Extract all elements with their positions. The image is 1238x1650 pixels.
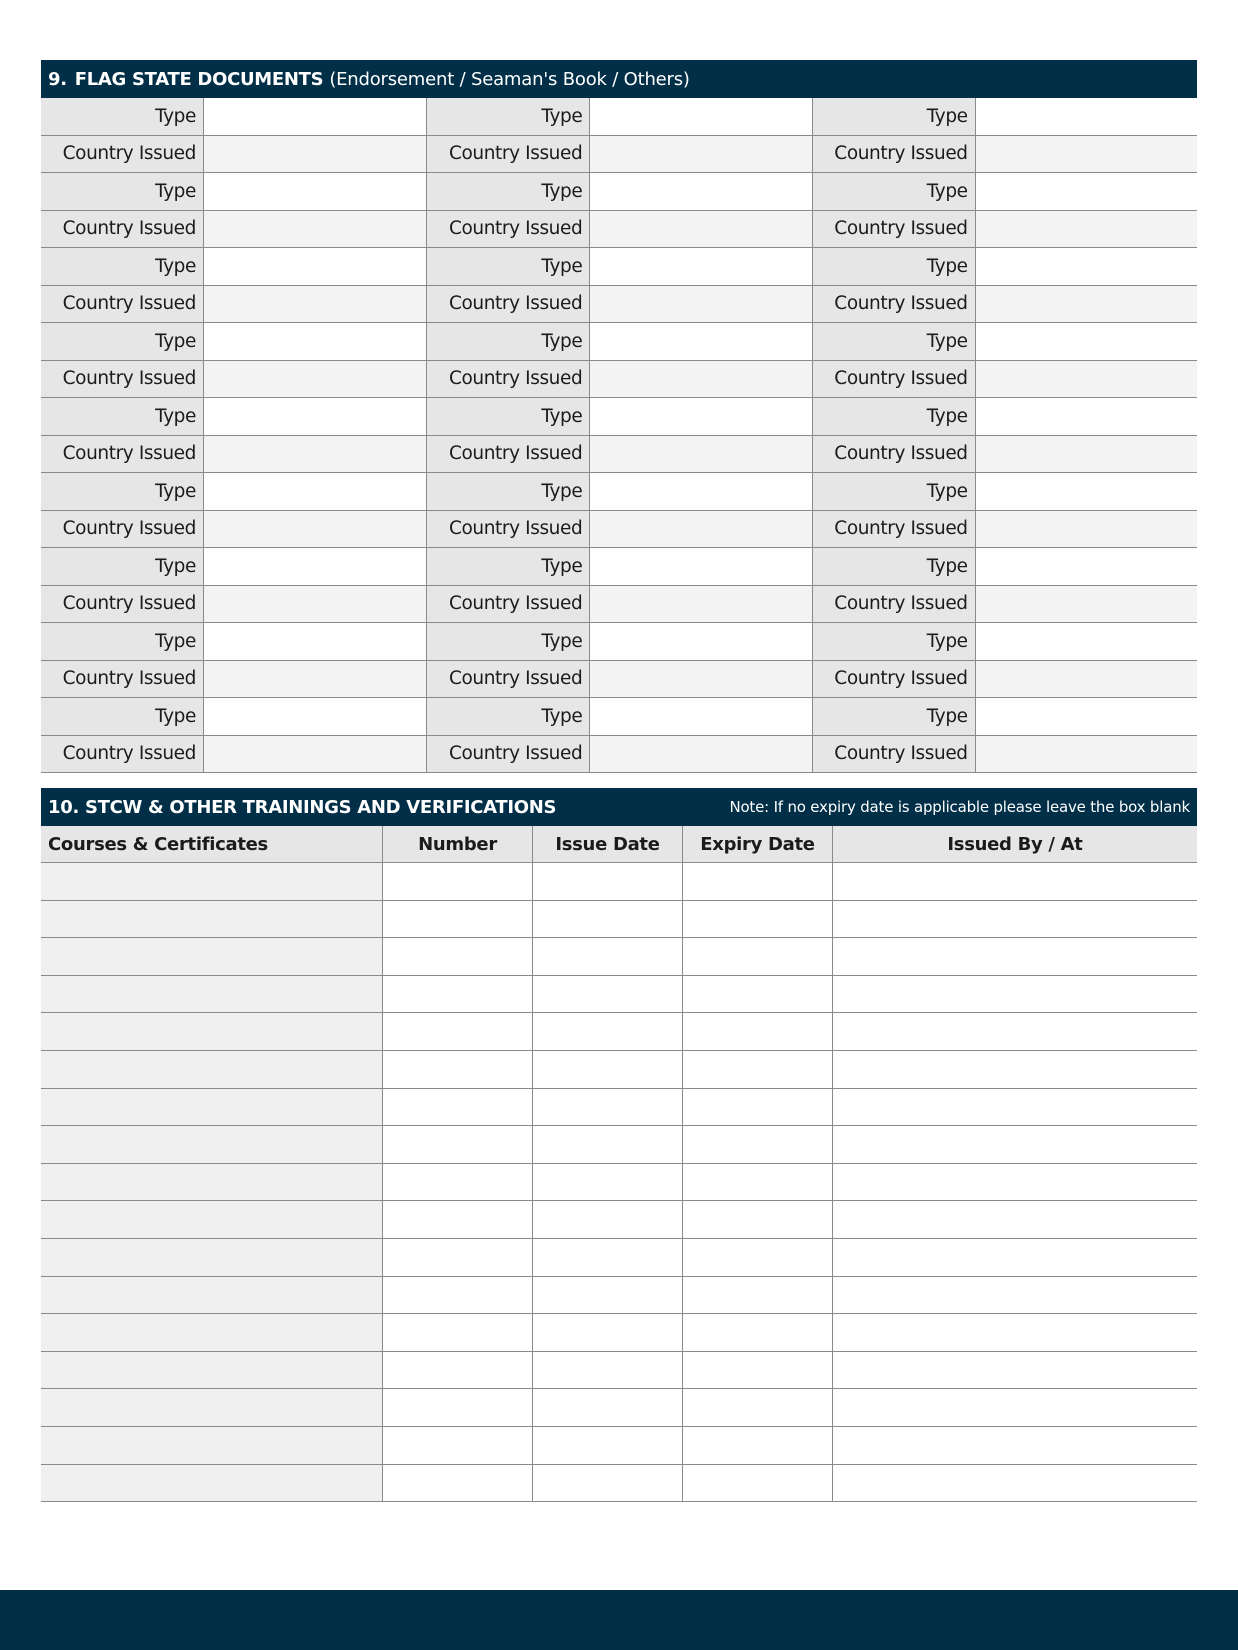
flag-doc-row (41, 473, 1197, 511)
flag-doc-cell-group (426, 736, 811, 773)
type-field[interactable] (204, 398, 426, 435)
issue-date-field[interactable] (532, 1389, 682, 1426)
type-label: Type (41, 473, 204, 510)
course-field[interactable] (41, 1201, 382, 1238)
country-issued-field[interactable] (590, 286, 811, 323)
table-row (41, 1126, 1197, 1164)
country-issued-label: Country Issued (41, 661, 204, 698)
flag-doc-cell-group (426, 211, 811, 248)
country-issued-label: Country Issued (41, 211, 204, 248)
table-row (41, 1389, 1197, 1427)
type-label: Type (41, 173, 204, 210)
table-row (41, 1314, 1197, 1352)
type-field[interactable] (204, 248, 426, 285)
country-issued-field[interactable] (204, 661, 426, 698)
trainings-table (41, 826, 1197, 1502)
type-label: Type (41, 548, 204, 585)
issue-date-field[interactable] (532, 1314, 682, 1351)
type-label: Type (813, 323, 976, 360)
number-field[interactable] (382, 1051, 532, 1088)
flag-doc-cell-group (812, 323, 1197, 360)
issued-by-field[interactable] (832, 1389, 1197, 1426)
number-field[interactable] (382, 1164, 532, 1201)
flag-doc-cell-group (812, 473, 1197, 510)
course-field[interactable] (41, 1164, 382, 1201)
number-field[interactable] (382, 1352, 532, 1389)
issued-by-field[interactable] (832, 1201, 1197, 1238)
country-issued-label: Country Issued (813, 436, 976, 473)
table-row (41, 1277, 1197, 1315)
type-label: Type (813, 248, 976, 285)
number-field[interactable] (382, 1089, 532, 1126)
country-issued-label: Country Issued (427, 136, 590, 173)
flag-doc-cell-group (41, 98, 426, 135)
issue-date-field[interactable] (532, 1013, 682, 1050)
issue-date-field[interactable] (532, 1051, 682, 1088)
flag-doc-cell-group (426, 98, 811, 135)
country-issued-label: Country Issued (813, 286, 976, 323)
issued-by-field[interactable] (832, 901, 1197, 938)
expiry-date-field[interactable] (682, 863, 832, 900)
number-field[interactable] (382, 1277, 532, 1314)
type-label: Type (41, 98, 204, 135)
country-issued-label: Country Issued (427, 736, 590, 773)
footer-band (0, 1590, 1238, 1650)
type-field[interactable] (976, 623, 1197, 660)
type-label: Type (427, 473, 590, 510)
type-field[interactable] (976, 548, 1197, 585)
type-field[interactable] (590, 623, 811, 660)
course-field[interactable] (41, 1352, 382, 1389)
flag-doc-cell-group (426, 361, 811, 398)
country-issued-label: Country Issued (813, 736, 976, 773)
flag-doc-cell-group (41, 661, 426, 698)
country-issued-label: Country Issued (427, 436, 590, 473)
flag-doc-cell-group (41, 323, 426, 360)
number-field[interactable] (382, 863, 532, 900)
country-issued-field[interactable] (204, 436, 426, 473)
flag-doc-row (41, 661, 1197, 699)
table-row (41, 976, 1197, 1014)
flag-doc-cell-group (812, 511, 1197, 548)
table-row (41, 1239, 1197, 1277)
type-field[interactable] (976, 398, 1197, 435)
issued-by-field[interactable] (832, 1465, 1197, 1502)
type-label: Type (41, 248, 204, 285)
section-9-title: FLAG STATE DOCUMENTS (74, 68, 324, 90)
issue-date-field[interactable] (532, 938, 682, 975)
section-10-title: 10. STCW & OTHER TRAININGS AND VERIFICATIONS (48, 796, 557, 818)
flag-doc-row (41, 248, 1197, 286)
type-label: Type (813, 548, 976, 585)
issue-date-field[interactable] (532, 901, 682, 938)
flag-doc-row (41, 136, 1197, 174)
issued-by-field[interactable] (832, 1277, 1197, 1314)
country-issued-field[interactable] (976, 211, 1197, 248)
country-issued-label: Country Issued (813, 586, 976, 623)
issue-date-field[interactable] (532, 1201, 682, 1238)
flag-doc-cell-group (41, 511, 426, 548)
flag-doc-cell-group (426, 136, 811, 173)
expiry-date-field[interactable] (682, 1239, 832, 1276)
issue-date-field[interactable] (532, 976, 682, 1013)
flag-doc-cell-group (426, 398, 811, 435)
type-field[interactable] (204, 623, 426, 660)
col-number: Number (382, 826, 532, 862)
flag-doc-cell-group (812, 136, 1197, 173)
issued-by-field[interactable] (832, 976, 1197, 1013)
flag-doc-cell-group (426, 511, 811, 548)
course-field[interactable] (41, 976, 382, 1013)
trainings-table-header (41, 826, 1197, 863)
country-issued-field[interactable] (590, 136, 811, 173)
country-issued-field[interactable] (590, 436, 811, 473)
type-label: Type (813, 623, 976, 660)
issue-date-field[interactable] (532, 1126, 682, 1163)
country-issued-field[interactable] (590, 586, 811, 623)
issued-by-field[interactable] (832, 1051, 1197, 1088)
flag-doc-cell-group (426, 661, 811, 698)
table-row (41, 1427, 1197, 1465)
col-courses-certificates: Courses & Certificates (48, 833, 268, 855)
country-issued-field[interactable] (976, 361, 1197, 398)
country-issued-field[interactable] (204, 586, 426, 623)
type-field[interactable] (590, 173, 811, 210)
course-field[interactable] (41, 1013, 382, 1050)
type-field[interactable] (590, 248, 811, 285)
issued-by-field[interactable] (832, 1164, 1197, 1201)
flag-doc-cell-group (41, 286, 426, 323)
flag-doc-cell-group (426, 586, 811, 623)
flag-doc-cell-group (426, 436, 811, 473)
country-issued-label: Country Issued (813, 361, 976, 398)
number-field[interactable] (382, 1314, 532, 1351)
flag-doc-cell-group (426, 286, 811, 323)
course-field[interactable] (41, 1089, 382, 1126)
flag-doc-cell-group (812, 248, 1197, 285)
issue-date-field[interactable] (532, 1427, 682, 1464)
type-field[interactable] (204, 173, 426, 210)
country-issued-field[interactable] (204, 136, 426, 173)
type-field[interactable] (976, 98, 1197, 135)
table-row (41, 1352, 1197, 1390)
flag-doc-cell-group (41, 623, 426, 660)
flag-doc-cell-group (426, 173, 811, 210)
country-issued-field[interactable] (976, 286, 1197, 323)
country-issued-field[interactable] (590, 661, 811, 698)
table-row (41, 1089, 1197, 1127)
issued-by-field[interactable] (832, 1126, 1197, 1163)
type-label: Type (427, 548, 590, 585)
expiry-date-field[interactable] (682, 976, 832, 1013)
flag-doc-cell-group (41, 586, 426, 623)
flag-doc-row (41, 548, 1197, 586)
expiry-date-field[interactable] (682, 1013, 832, 1050)
issued-by-field[interactable] (832, 1427, 1197, 1464)
type-label: Type (813, 473, 976, 510)
type-label: Type (427, 248, 590, 285)
flag-doc-cell-group (812, 173, 1197, 210)
country-issued-label: Country Issued (427, 661, 590, 698)
country-issued-field[interactable] (204, 211, 426, 248)
expiry-date-field[interactable] (682, 1427, 832, 1464)
section-10-header (41, 788, 1197, 826)
issue-date-field[interactable] (532, 1277, 682, 1314)
course-field[interactable] (41, 1389, 382, 1426)
flag-doc-row (41, 211, 1197, 249)
flag-doc-row (41, 323, 1197, 361)
flag-doc-cell-group (812, 398, 1197, 435)
number-field[interactable] (382, 1013, 532, 1050)
number-field[interactable] (382, 1465, 532, 1502)
type-field[interactable] (976, 173, 1197, 210)
issued-by-field[interactable] (832, 1089, 1197, 1126)
table-row (41, 901, 1197, 939)
section-9-subtitle: (Endorsement / Seaman's Book / Others) (329, 68, 690, 90)
expiry-date-field[interactable] (682, 1126, 832, 1163)
expiry-date-field[interactable] (682, 1314, 832, 1351)
country-issued-label: Country Issued (427, 511, 590, 548)
flag-doc-cell-group (812, 623, 1197, 660)
country-issued-label: Country Issued (813, 511, 976, 548)
country-issued-label: Country Issued (41, 136, 204, 173)
flag-doc-row (41, 511, 1197, 549)
country-issued-label: Country Issued (427, 286, 590, 323)
course-field[interactable] (41, 1126, 382, 1163)
flag-doc-cell-group (812, 361, 1197, 398)
expiry-date-field[interactable] (682, 1089, 832, 1126)
course-field[interactable] (41, 1314, 382, 1351)
expiry-date-field[interactable] (682, 1201, 832, 1238)
flag-doc-row (41, 361, 1197, 399)
country-issued-field[interactable] (204, 736, 426, 773)
trainings-table-body (41, 863, 1197, 1502)
country-issued-label: Country Issued (41, 586, 204, 623)
flag-doc-cell-group (812, 211, 1197, 248)
table-row (41, 1051, 1197, 1089)
section-10-note: Note: If no expiry date is applicable please leave the box blank (729, 798, 1190, 816)
country-issued-label: Country Issued (41, 736, 204, 773)
country-issued-label: Country Issued (41, 286, 204, 323)
flag-doc-cell-group (426, 623, 811, 660)
type-field[interactable] (976, 248, 1197, 285)
type-label: Type (427, 698, 590, 735)
issued-by-field[interactable] (832, 1013, 1197, 1050)
country-issued-field[interactable] (976, 511, 1197, 548)
expiry-date-field[interactable] (682, 1352, 832, 1389)
flag-doc-cell-group (812, 436, 1197, 473)
type-field[interactable] (976, 473, 1197, 510)
type-field[interactable] (590, 698, 811, 735)
type-field[interactable] (204, 548, 426, 585)
flag-doc-cell-group (426, 698, 811, 735)
country-issued-field[interactable] (976, 736, 1197, 773)
type-field[interactable] (976, 323, 1197, 360)
table-row (41, 1465, 1197, 1503)
issued-by-field[interactable] (832, 938, 1197, 975)
flag-doc-cell-group (812, 286, 1197, 323)
course-field[interactable] (41, 1427, 382, 1464)
type-field[interactable] (590, 398, 811, 435)
table-row (41, 863, 1197, 901)
issued-by-field[interactable] (832, 1314, 1197, 1351)
number-field[interactable] (382, 1201, 532, 1238)
col-issue-date: Issue Date (532, 826, 682, 862)
course-field[interactable] (41, 863, 382, 900)
type-field[interactable] (976, 698, 1197, 735)
flag-doc-cell-group (426, 323, 811, 360)
country-issued-label: Country Issued (813, 136, 976, 173)
flag-doc-row (41, 98, 1197, 136)
flag-doc-cell-group (41, 436, 426, 473)
course-field[interactable] (41, 1239, 382, 1276)
country-issued-label: Country Issued (427, 361, 590, 398)
issue-date-field[interactable] (532, 1089, 682, 1126)
country-issued-label: Country Issued (813, 211, 976, 248)
flag-doc-row (41, 736, 1197, 774)
type-label: Type (427, 323, 590, 360)
flag-doc-cell-group (41, 173, 426, 210)
table-row (41, 938, 1197, 976)
issued-by-field[interactable] (832, 1352, 1197, 1389)
type-label: Type (813, 698, 976, 735)
flag-doc-cell-group (41, 736, 426, 773)
country-issued-field[interactable] (976, 661, 1197, 698)
type-label: Type (41, 323, 204, 360)
flag-doc-cell-group (812, 698, 1197, 735)
flag-state-documents-grid (41, 98, 1197, 773)
expiry-date-field[interactable] (682, 1164, 832, 1201)
country-issued-field[interactable] (590, 361, 811, 398)
country-issued-field[interactable] (976, 586, 1197, 623)
flag-doc-row (41, 698, 1197, 736)
col-issued-by-at: Issued By / At (832, 826, 1197, 862)
type-label: Type (427, 98, 590, 135)
type-field[interactable] (590, 323, 811, 360)
issue-date-field[interactable] (532, 863, 682, 900)
flag-doc-cell-group (812, 548, 1197, 585)
course-field[interactable] (41, 1465, 382, 1502)
country-issued-label: Country Issued (41, 361, 204, 398)
issue-date-field[interactable] (532, 1164, 682, 1201)
expiry-date-field[interactable] (682, 938, 832, 975)
type-field[interactable] (204, 473, 426, 510)
type-label: Type (41, 398, 204, 435)
number-field[interactable] (382, 976, 532, 1013)
flag-doc-cell-group (812, 661, 1197, 698)
issued-by-field[interactable] (832, 1239, 1197, 1276)
issued-by-field[interactable] (832, 863, 1197, 900)
type-field[interactable] (204, 98, 426, 135)
country-issued-label: Country Issued (427, 211, 590, 248)
issue-date-field[interactable] (532, 1352, 682, 1389)
type-label: Type (813, 398, 976, 435)
flag-doc-cell-group (426, 473, 811, 510)
flag-doc-cell-group (812, 586, 1197, 623)
issue-date-field[interactable] (532, 1239, 682, 1276)
country-issued-field[interactable] (590, 511, 811, 548)
type-label: Type (41, 623, 204, 660)
number-field[interactable] (382, 1239, 532, 1276)
section-9-number: 9. (48, 68, 67, 90)
country-issued-label: Country Issued (41, 511, 204, 548)
type-label: Type (41, 698, 204, 735)
flag-doc-row (41, 286, 1197, 324)
country-issued-label: Country Issued (427, 586, 590, 623)
type-field[interactable] (590, 473, 811, 510)
course-field[interactable] (41, 901, 382, 938)
col-expiry-date: Expiry Date (682, 826, 832, 862)
course-field[interactable] (41, 938, 382, 975)
flag-doc-cell-group (812, 98, 1197, 135)
flag-doc-cell-group (41, 361, 426, 398)
type-field[interactable] (204, 323, 426, 360)
country-issued-field[interactable] (204, 361, 426, 398)
country-issued-field[interactable] (976, 136, 1197, 173)
flag-doc-cell-group (41, 548, 426, 585)
country-issued-field[interactable] (590, 211, 811, 248)
flag-doc-cell-group (426, 248, 811, 285)
country-issued-field[interactable] (976, 436, 1197, 473)
flag-doc-cell-group (41, 698, 426, 735)
expiry-date-field[interactable] (682, 1465, 832, 1502)
expiry-date-field[interactable] (682, 901, 832, 938)
expiry-date-field[interactable] (682, 1389, 832, 1426)
number-field[interactable] (382, 901, 532, 938)
type-field[interactable] (590, 548, 811, 585)
flag-doc-row (41, 173, 1197, 211)
country-issued-label: Country Issued (41, 436, 204, 473)
number-field[interactable] (382, 938, 532, 975)
issue-date-field[interactable] (532, 1465, 682, 1502)
type-label: Type (427, 623, 590, 660)
country-issued-field[interactable] (204, 286, 426, 323)
type-label: Type (813, 173, 976, 210)
type-field[interactable] (204, 698, 426, 735)
flag-doc-cell-group (41, 398, 426, 435)
flag-doc-cell-group (41, 248, 426, 285)
expiry-date-field[interactable] (682, 1051, 832, 1088)
type-label: Type (813, 98, 976, 135)
number-field[interactable] (382, 1427, 532, 1464)
number-field[interactable] (382, 1389, 532, 1426)
flag-doc-row (41, 436, 1197, 474)
country-issued-field[interactable] (204, 511, 426, 548)
table-row (41, 1013, 1197, 1051)
section-9-header (41, 60, 1197, 98)
type-label: Type (427, 173, 590, 210)
flag-doc-cell-group (41, 211, 426, 248)
table-row (41, 1164, 1197, 1202)
course-field[interactable] (41, 1277, 382, 1314)
flag-doc-row (41, 398, 1197, 436)
flag-doc-cell-group (812, 736, 1197, 773)
country-issued-field[interactable] (590, 736, 811, 773)
flag-doc-row (41, 586, 1197, 624)
flag-doc-cell-group (426, 548, 811, 585)
number-field[interactable] (382, 1126, 532, 1163)
expiry-date-field[interactable] (682, 1277, 832, 1314)
type-label: Type (427, 398, 590, 435)
table-row (41, 1201, 1197, 1239)
course-field[interactable] (41, 1051, 382, 1088)
type-field[interactable] (590, 98, 811, 135)
flag-doc-cell-group (41, 136, 426, 173)
country-issued-label: Country Issued (813, 661, 976, 698)
flag-doc-cell-group (41, 473, 426, 510)
flag-doc-row (41, 623, 1197, 661)
